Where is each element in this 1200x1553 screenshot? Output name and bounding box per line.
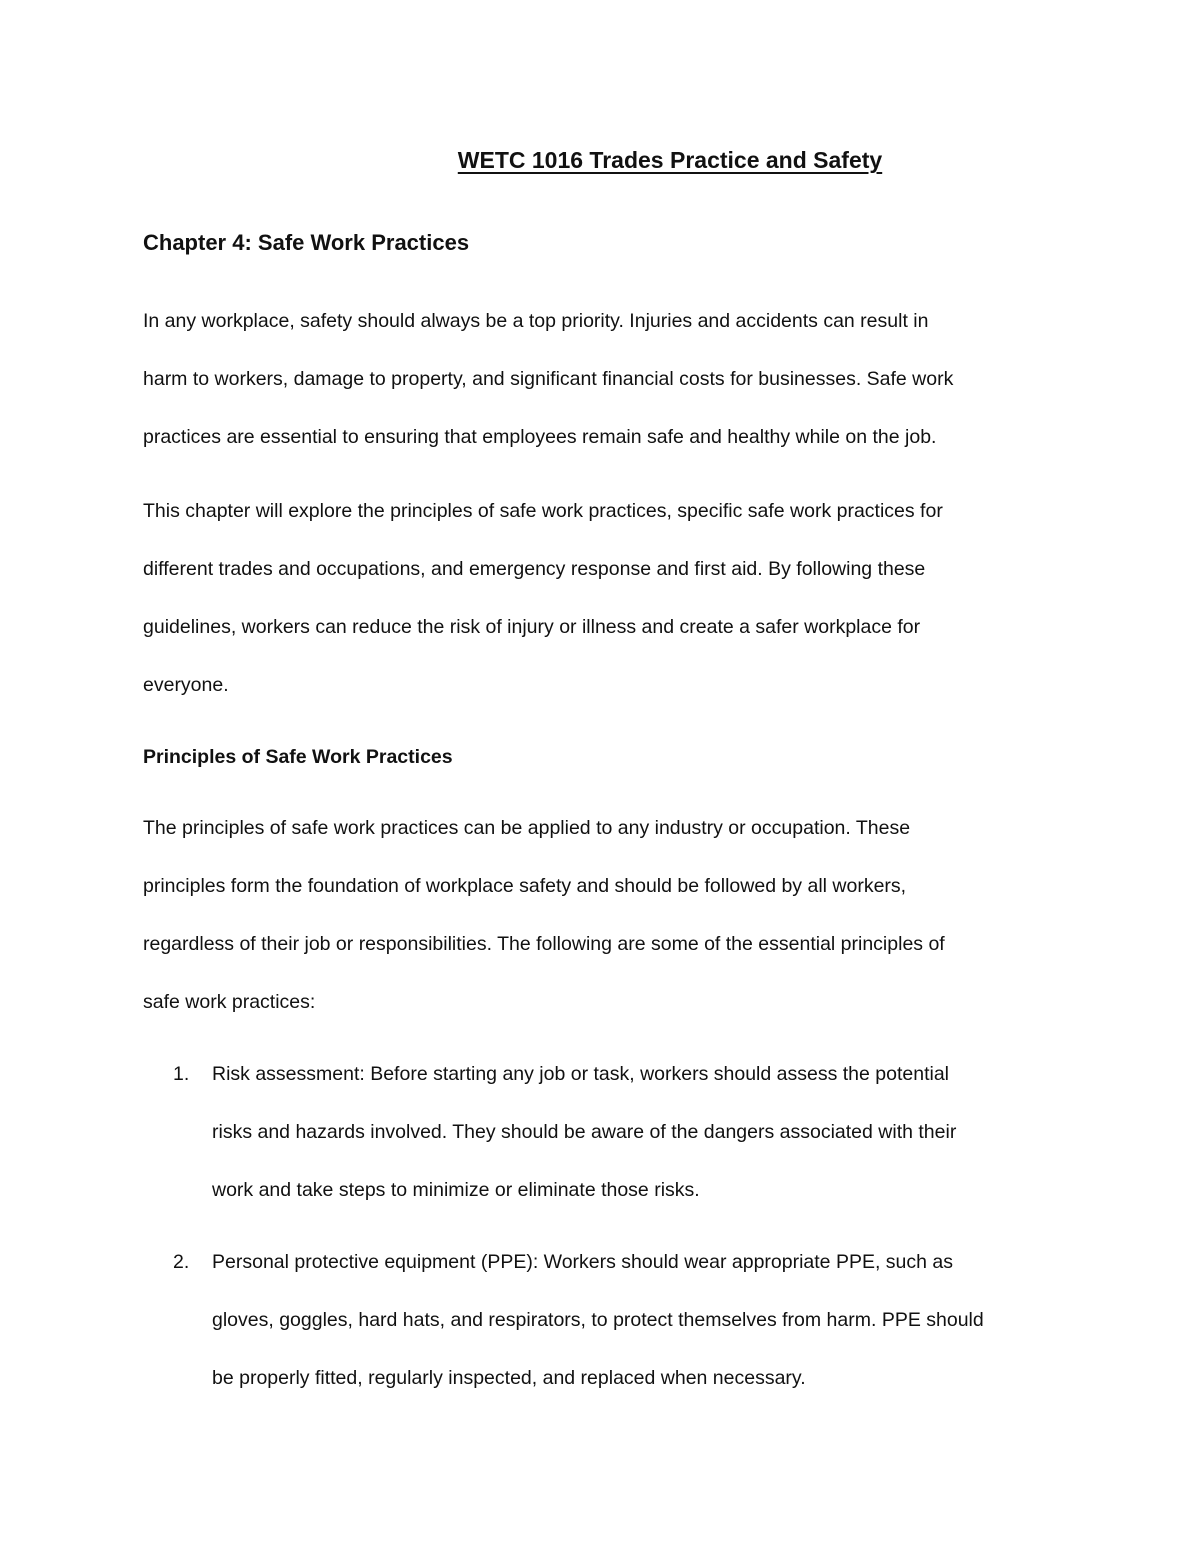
paragraph-line: In any workplace, safety should always be a top priority. Injuries and accidents can result in [143, 310, 929, 332]
list-item-line: work and take steps to minimize or eliminate those risks. [212, 1179, 700, 1201]
paragraph-line: safe work practices: [143, 991, 316, 1013]
paragraph-line: The principles of safe work practices can be applied to any industry or occupation. These [143, 817, 911, 839]
paragraph-line: guidelines, workers can reduce the risk of injury or illness and create a safer workplace for [143, 616, 921, 638]
list-item-line: gloves, goggles, hard hats, and respirators, to protect themselves from harm. PPE should [212, 1309, 984, 1331]
list-item-number: 2. [173, 1251, 190, 1273]
intro-paragraph [143, 292, 1073, 466]
section-heading: Principles of Safe Work Practices [143, 746, 453, 768]
list-item-body [212, 1045, 1082, 1219]
list-item-number: 1. [173, 1063, 190, 1085]
paragraph-line: different trades and occupations, and emergency response and first aid. By following these [143, 558, 926, 580]
paragraph-line: everyone. [143, 674, 229, 696]
list-item-line: Risk assessment: Before starting any job or task, workers should assess the potential [212, 1063, 950, 1085]
list-item-line: Personal protective equipment (PPE): Workers should wear appropriate PPE, such as [212, 1251, 953, 1273]
list-item-body [212, 1233, 1082, 1407]
list-item-line: be properly fitted, regularly inspected, and replaced when necessary. [212, 1367, 806, 1389]
paragraph-line: This chapter will explore the principles of safe work practices, specific safe work practices for [143, 500, 943, 522]
paragraph-line: harm to workers, damage to property, and significant financial costs for businesses. Safe work [143, 368, 954, 390]
chapter-heading: Chapter 4: Safe Work Practices [143, 230, 470, 255]
paragraph-line: principles form the foundation of workplace safety and should be followed by all workers, [143, 875, 907, 897]
document-title: WETC 1016 Trades Practice and Safety [457, 147, 883, 173]
overview-paragraph [143, 482, 1073, 714]
principles-paragraph [143, 799, 1073, 1031]
list-item-line: risks and hazards involved. They should be aware of the dangers associated with their [212, 1121, 957, 1143]
paragraph-line: practices are essential to ensuring that employees remain safe and healthy while on the job. [143, 426, 937, 448]
paragraph-line: regardless of their job or responsibilities. The following are some of the essential principles of [143, 933, 945, 955]
